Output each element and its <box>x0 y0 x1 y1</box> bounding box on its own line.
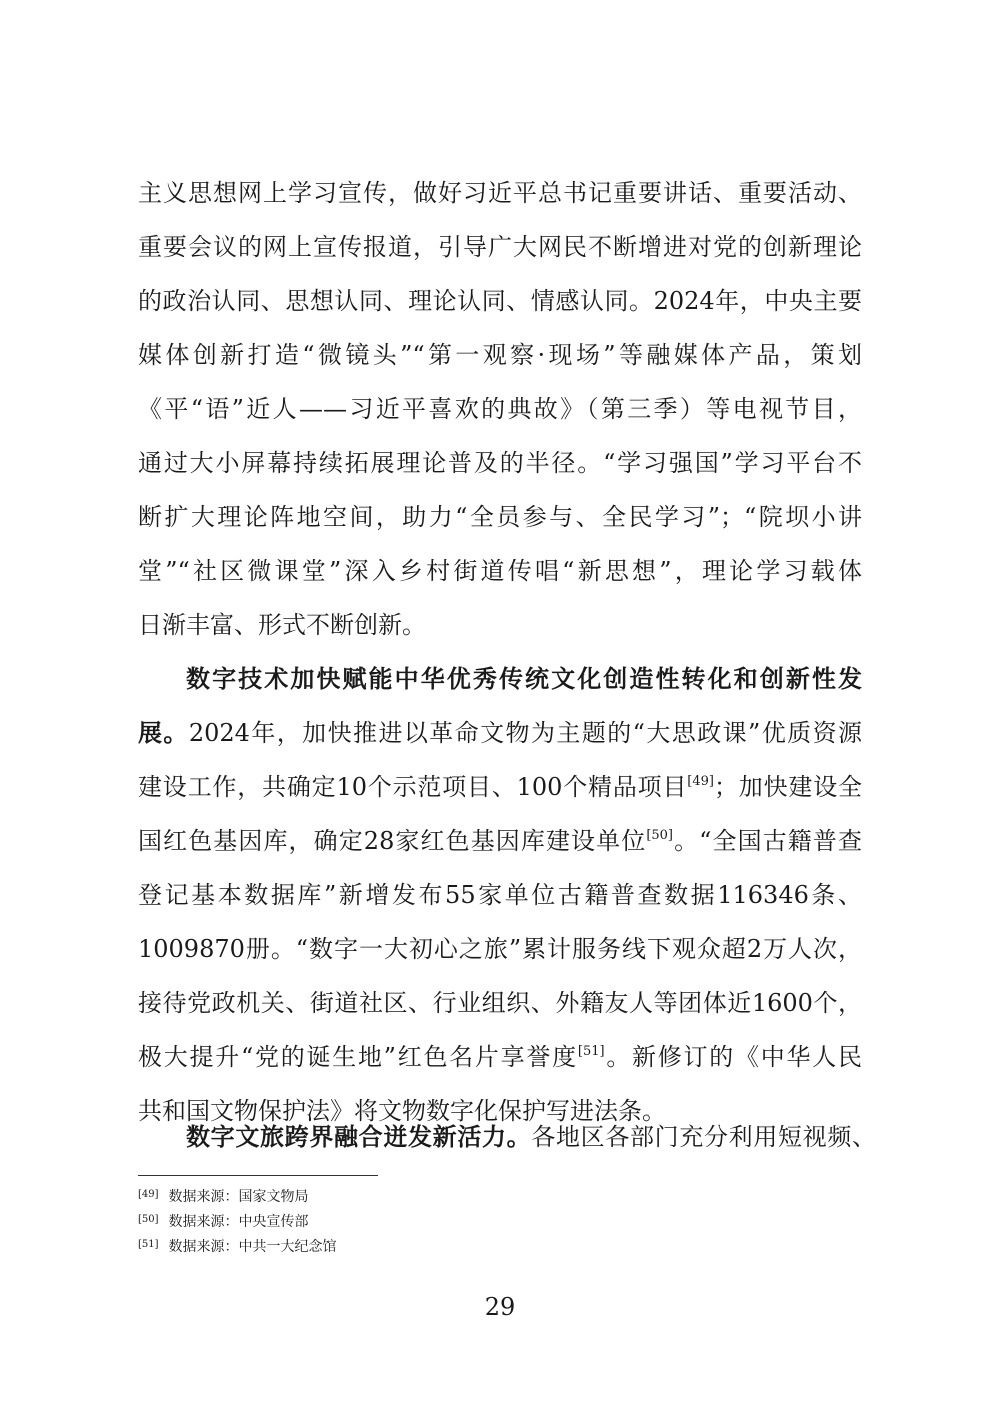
body-line <box>138 706 862 760</box>
footnote-text: 数据来源：中共一大纪念馆 <box>168 1239 337 1255</box>
body-text: 建设工作，共确定10个示范项目、100个精品项目 <box>138 773 688 801</box>
body-line: 共和国文物保护法》将文物数字化保护写进法条。 <box>138 1097 666 1125</box>
section-heading-line: 数字技术加快赋能中华优秀传统文化创造性转化和创新性发 <box>186 664 862 693</box>
page-number: 29 <box>484 1293 516 1321</box>
body-text: 。新修订的《中华人民 <box>604 1043 862 1071</box>
footnote-ref: [51] <box>577 1044 605 1059</box>
body-line <box>138 760 862 814</box>
body-line: 重要会议的网上宣传报道，引导广大网民不断增进对党的创新理论 <box>138 233 862 261</box>
body-line: 的政治认同、思想认同、理论认同、情感认同。2024年，中央主要 <box>138 287 862 315</box>
body-line: 《平“语”近人——习近平喜欢的典故》（第三季）等电视节目， <box>138 395 862 423</box>
body-text: 国红色基因库，确定28家红色基因库建设单位 <box>138 827 647 855</box>
body-line: 媒体创新打造“微镜头”“第一观察·现场”等融媒体产品，策划 <box>138 341 862 369</box>
body-line <box>186 1110 876 1164</box>
body-line: 通过大小屏幕持续拓展理论普及的半径。“学习强国”学习平台不 <box>138 449 862 477</box>
footnote-mark: [51] <box>138 1239 159 1250</box>
footnote-mark: [50] <box>138 1214 159 1225</box>
body-text: 极大提升“党的诞生地”红色名片享誉度 <box>138 1043 578 1071</box>
footnote-ref: [49] <box>687 774 714 789</box>
footnote-divider <box>138 1175 378 1176</box>
body-line: 接待党政机关、街道社区、行业组织、外籍友人等团体近1600个， <box>138 989 862 1017</box>
body-text: ；加快建设全 <box>713 773 862 801</box>
footnote <box>138 1183 309 1207</box>
body-text: 2024年，加快推进以革命文物为主题的“大思政课”优质资源 <box>188 719 862 747</box>
section-heading-end: 展。 <box>138 718 189 747</box>
footnote <box>138 1208 309 1232</box>
body-line: 日渐丰富、形式不断创新。 <box>138 611 426 639</box>
body-line: 断扩大理论阵地空间，助力“全员参与、全民学习”；“院坝小讲 <box>138 503 862 531</box>
body-line: 登记基本数据库”新增发布55家单位古籍普查数据116346条、 <box>138 881 862 909</box>
body-line <box>138 814 862 868</box>
body-line: 1009870册。“数字一大初心之旅”累计服务线下观众超2万人次， <box>138 935 862 963</box>
footnote-text: 数据来源：中央宣传部 <box>168 1214 309 1230</box>
body-text: 。“全国古籍普查 <box>673 827 862 855</box>
body-text: 各地区各部门充分利用短视频、 <box>531 1123 876 1151</box>
body-line <box>138 1030 862 1084</box>
footnote <box>138 1233 337 1257</box>
footnote-text: 数据来源：国家文物局 <box>168 1189 309 1205</box>
section-heading: 数字文旅跨界融合迸发新活力。 <box>186 1122 532 1151</box>
body-line: 主义思想网上学习宣传，做好习近平总书记重要讲话、重要活动、 <box>138 179 862 207</box>
body-line: 堂”“社区微课堂”深入乡村街道传唱“新思想”，理论学习载体 <box>138 557 862 585</box>
footnote-mark: [49] <box>138 1189 159 1200</box>
footnote-ref: [50] <box>646 828 673 843</box>
